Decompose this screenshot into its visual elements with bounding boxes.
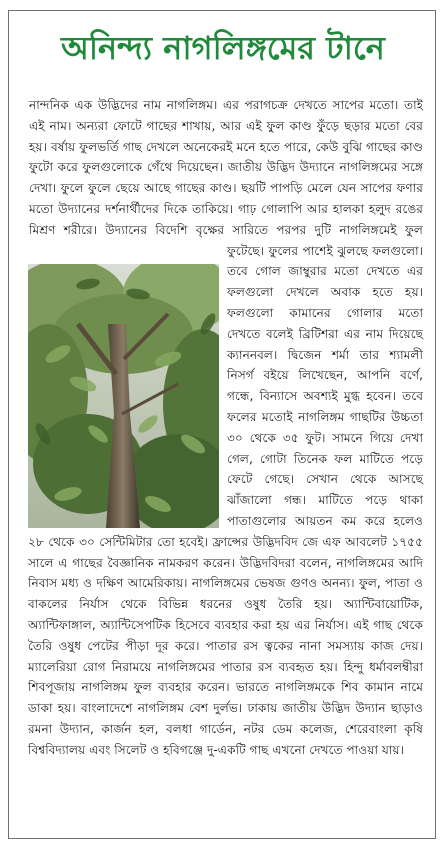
article-paragraph: নান্দনিক এক উদ্ভিদের নাম নাগলিঙ্গম। এর পরাগচক্র দেখতে সাপের মতো। তাই এই নাম। অন্যরা ফোটে গাছের শাখায়, আর এই ফুল কাণ্ড ফুঁড়ে ছড়ার মতো বের হয়। বর্ষায় ফুলভর্তি গাছ দেখলে অনেকেরই মনে হতে পারে, কেউ বুঝি গাছের কাণ্ড ফুটো করে ফুলগুলোকে গেঁথে দিয়েছেন। জাতীয় উদ্ভিদ উদ্যানে নাগলিঙ্গমের সঙ্গে দেখা। ফুলে ফুলে ছেয়ে আছে গাছের কাণ্ড। ছয়টি পাপড়ি মেলে যেন সাপের ফণার মতো উদ্যানের দর্শনার্থীদের দিকে তাকিয়ে। গাঢ় গোলাপি আর হালকা হলুদ রঙের মিশ্রণ শরীরে। উদ্যানের বিদেশি বৃক্ষের সারিতে পরপর দুটি নাগলিঙ্গমেই ফুল ফুটেছে। ফুলের পাশেই ঝুলছে ফলগুলো। তবে গোল জাম্বুরার মতো দেখতে এর ফলগুলো দেখলে অবাক হতে হয়। ফলগুলো কামানের গোলার মতো দেখতে বলেই ব্রিটিশরা এর নাম দিয়েছে ক্যাননবল। দ্বিজেন শর্মা তার শ্যামলী নিসর্গ বইয়ে লিখেছেন, আপনি বর্ণে, গন্ধে, বিন্যাসে অবশ্যই মুগ্ধ হবেন। তবে ফলের মতোই নাগলিঙ্গম গাছটির উচ্চতা ৩০ থেকে ৩৫ ফুট। সামনে গিয়ে দেখা গেল, গোটা তিনেক ফল মাটিতে পড়ে ফেটে গেছে। সেখান থেকে আসছে ঝাঁজালো গন্ধ। মাটিতে পড়ে থাকা পাতাগুলোর আয়তন কম করে হলেও ২৮ থেকে ৩০ সেন্টিমিটার তো হবেই। ফ্রান্সের উদ্ভিদবিদ জে এফ আবলেট ১৭৫৫ সালে এ গাছের বৈজ্ঞানিক নামকরণ করেন। উদ্ভিদবিদরা বলেন, নাগলিঙ্গমের আদি নিবাস মধ্য ও দক্ষিণ আমেরিকায়। নাগলিঙ্গমের ভেষজ গুণও অনন্য। ফুল, পাতা ও বাকলের নির্যাস থেকে বিভিন্ন ধরনের ওষুধ তৈরি হয়। অ্যান্টিবায়োটিক, অ্যান্টিফাঙ্গাল, অ্যান্টিসেপটিক হিসেবে ব্যবহার করা হয় এর নির্যাস। এই গাছ থেকে তৈরি ওষুধ পেটের পীড়া দূর করে। পাতার রস ত্বকের নানা সমস্যায় কাজ দেয়। ম্যালেরিয়া রোগ নিরাময়ে নাগলিঙ্গমের পাতার রস ব্যবহৃত হয়। হিন্দু ধর্মাবলম্বীরা শিবপূজায় নাগলিঙ্গম ফুল ব্যবহার করেন। ভারতে নাগলিঙ্গমকে শিব কামান নামে ডাকা হয়। বাংলাদেশে নাগলিঙ্গম বেশ দুর্লভ। ঢাকায় জাতীয় উদ্ভিদ উদ্যান ছাড়াও রমনা উদ্যান, কার্জন হল, বলধা গার্ডেন, নটর ডেম কলেজ, শেরেবাংলা কৃষি বিশ্ববিদ্যালয় এবং সিলেট ও হবিগঞ্জে দু-একটি গাছ এখনো দেখতে পাওয়া যায়।	[28, 98, 423, 757]
cannonball-tree-photo	[28, 264, 219, 528]
article-headline: অনিন্দ্য নাগলিঙ্গমের টানে	[61, 29, 385, 67]
article-body	[28, 95, 423, 761]
tree-photo-illustration	[28, 264, 219, 528]
news-article	[8, 10, 436, 839]
